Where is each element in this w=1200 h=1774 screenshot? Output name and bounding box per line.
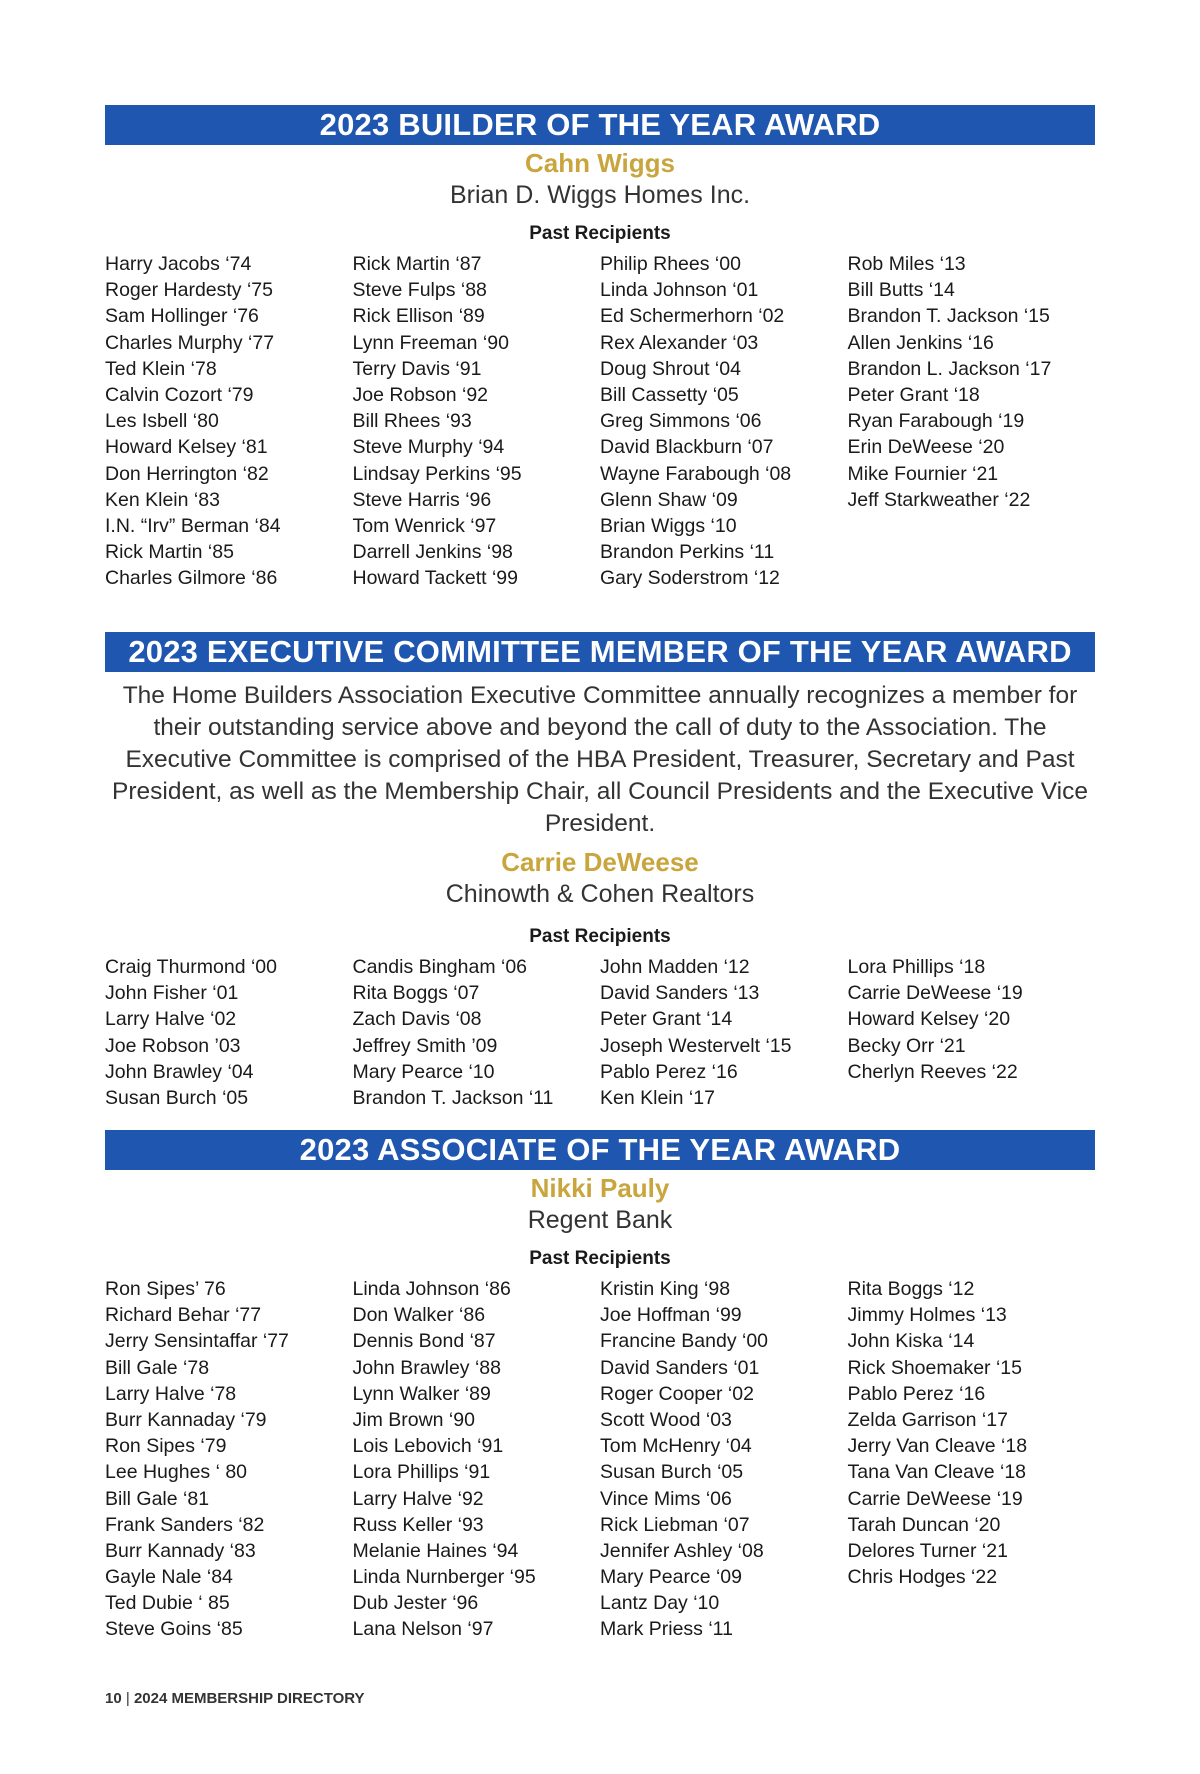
recipient-column [848,1276,1096,1643]
recipient-entry: Jennifer Ashley ‘08 [600,1539,764,1562]
recipient-entry: Peter Grant ‘14 [600,1008,733,1031]
recipient-entry: Dennis Bond ‘87 [352,1330,496,1353]
recipient-entry: Howard Kelsey ‘20 [847,1008,1011,1031]
recipient-entry: Lora Phillips ‘18 [847,956,986,978]
recipient-entry: Bill Cassetty ‘05 [600,383,739,406]
recipient-entry: Ron Sipes’ 76 [105,1278,226,1300]
recipient-entry: John Madden ‘12 [600,956,750,978]
recipient-entry: I.N. “Irv” Berman ‘84 [105,514,281,537]
recipient-entry: Frank Sanders ‘82 [105,1513,265,1536]
recipient-entry: Zelda Garrison ‘17 [847,1408,1008,1431]
recipient-entry: Ken Klein ‘17 [600,1086,715,1109]
recipient-entry: Jim Brown ‘90 [352,1408,475,1431]
executive-award-description: The Home Builders Association Executive Committee annually recognizes a member for their outstanding service above and beyond the call of duty to the Association. The Executive Committee is comprised of the HBA President, Treasurer, Secretary and Past President, as well as the Membership Chair, all Council Presidents and the Executive Vice President. [112,682,1088,837]
recipient-entry: Pablo Perez ‘16 [600,1060,738,1083]
recipient-entry: Tom McHenry ‘04 [600,1435,752,1458]
recipient-entry: Rick Martin ‘85 [105,541,234,564]
recipient-column [353,954,601,1111]
recipient-entry: Mark Priess ‘11 [600,1618,733,1641]
recipient-entry: Scott Wood ‘03 [600,1408,732,1431]
recipient-entry: Russ Keller ‘93 [352,1513,484,1536]
recipient-entry: Joe Robson ’03 [105,1034,241,1057]
recipient-entry: Bill Gale ‘81 [105,1487,210,1510]
recipient-entry: Howard Tackett ‘99 [352,567,518,590]
recipient-entry: Allen Jenkins ‘16 [847,331,994,354]
recipient-entry: Lynn Walker ‘89 [352,1382,491,1405]
recipient-entry: Steve Harris ‘96 [352,488,492,511]
recipient-entry: Jeff Starkweather ‘22 [847,488,1031,511]
recipient-column [353,251,601,591]
recipient-entry: Doug Shrout ‘04 [600,357,741,380]
recipient-entry: Bill Butts ‘14 [847,279,955,302]
recipient-entry: Linda Johnson ‘01 [600,279,759,302]
recipient-entry: Don Walker ‘86 [352,1304,486,1327]
recipient-entry: Howard Kelsey ‘81 [105,436,268,459]
executive-past-recipients-list [105,954,1095,1111]
recipient-entry: Brandon T. Jackson ‘15 [847,305,1050,328]
recipient-entry: Richard Behar ‘77 [105,1304,262,1327]
recipient-entry: Philip Rhees ‘00 [600,253,741,275]
page-footer [105,1690,365,1707]
recipient-entry: Peter Grant ‘18 [847,383,980,406]
recipient-entry: Darrell Jenkins ‘98 [352,541,513,564]
recipient-entry: Rob Miles ‘13 [847,253,966,275]
recipient-entry: Kristin King ‘98 [600,1278,731,1300]
recipient-column [105,1276,353,1643]
recipient-entry: Ken Klein ‘83 [105,488,220,511]
recipient-entry: Burr Kannady ‘83 [105,1539,256,1562]
recipient-entry: Larry Halve ‘78 [105,1382,237,1405]
executive-award-section [105,632,1095,1111]
builder-award-banner: 2023 BUILDER OF THE YEAR AWARD [105,105,1095,145]
recipient-entry: Candis Bingham ‘06 [352,956,528,978]
recipient-entry: Melanie Haines ‘94 [352,1539,519,1562]
recipient-entry: Ed Schermerhorn ‘02 [600,305,785,328]
recipient-entry: Brian Wiggs ‘10 [600,514,737,537]
recipient-entry: Don Herrington ‘82 [105,462,269,485]
associate-past-recipients-label: Past Recipients [529,1248,671,1269]
recipient-entry: David Sanders ‘01 [600,1356,760,1379]
recipient-entry: Rick Shoemaker ‘15 [847,1356,1022,1379]
recipient-entry: Rex Alexander ‘03 [600,331,759,354]
builder-award-section [105,105,1095,591]
recipient-entry: Steve Murphy ‘94 [352,436,505,459]
recipient-column [848,251,1096,591]
recipient-entry: Carrie DeWeese ‘19 [847,982,1023,1005]
recipient-entry: Brandon Perkins ‘11 [600,541,775,564]
recipient-entry: Lynn Freeman ‘90 [352,331,509,354]
recipient-entry: Jerry Sensintaffar ‘77 [105,1330,289,1353]
recipient-entry: Tom Wenrick ‘97 [352,514,497,537]
recipient-entry: Gary Soderstrom ‘12 [600,567,780,590]
recipient-entry: Bill Rhees ‘93 [352,410,472,433]
recipient-entry: Pablo Perez ‘16 [847,1382,986,1405]
recipient-entry: Jeffrey Smith ’09 [352,1034,498,1057]
recipient-entry: John Fisher ‘01 [105,982,239,1005]
recipient-entry: Steve Fulps ‘88 [352,279,487,302]
recipient-entry: Les Isbell ‘80 [105,410,219,433]
builder-winner-name: Cahn Wiggs [525,148,675,178]
recipient-entry: Rick Martin ‘87 [352,253,482,275]
recipient-entry: Lois Lebovich ‘91 [352,1435,504,1458]
associate-award-banner: 2023 ASSOCIATE OF THE YEAR AWARD [105,1130,1095,1170]
recipient-entry: Ted Dubie ‘ 85 [105,1592,230,1615]
recipient-entry: Calvin Cozort ‘79 [105,383,254,406]
footer-separator: | [125,1690,130,1707]
builder-winner-company: Brian D. Wiggs Homes Inc. [449,181,751,209]
recipient-entry: Craig Thurmond ‘00 [105,956,277,978]
executive-winner-company: Chinowth & Cohen Realtors [445,880,755,908]
executive-award-banner: 2023 EXECUTIVE COMMITTEE MEMBER OF THE YEAR AWARD [105,632,1095,672]
page-number: 10 [105,1690,122,1707]
recipient-column [353,1276,601,1643]
recipient-entry: Lantz Day ‘10 [600,1592,720,1615]
recipient-entry: John Brawley ‘04 [105,1060,254,1083]
recipient-entry: Charles Murphy ‘77 [105,331,275,354]
recipient-entry: Rita Boggs ‘07 [352,982,480,1005]
recipient-entry: Mary Pearce ‘09 [600,1566,742,1589]
recipient-entry: Erin DeWeese ‘20 [847,436,1005,459]
recipient-column [105,251,353,591]
recipient-entry: Rick Ellison ‘89 [352,305,485,328]
recipient-entry: Joe Robson ‘92 [352,383,489,406]
builder-past-recipients-list [105,251,1095,591]
recipient-entry: Cherlyn Reeves ‘22 [847,1060,1018,1083]
recipient-entry: Rick Liebman ‘07 [600,1513,750,1536]
recipient-entry: Ron Sipes ‘79 [105,1435,227,1458]
recipient-entry: Harry Jacobs ‘74 [105,253,252,275]
recipient-entry: Joseph Westervelt ‘15 [600,1034,792,1057]
recipient-entry: Ted Klein ‘78 [105,357,217,380]
recipient-entry: Gayle Nale ‘84 [105,1566,233,1589]
recipient-entry: Ryan Farabough ‘19 [847,410,1025,433]
recipient-column [105,954,353,1111]
recipient-entry: Susan Burch ‘05 [105,1086,249,1109]
recipient-entry: Brandon L. Jackson ‘17 [847,357,1052,380]
recipient-entry: John Brawley ‘88 [352,1356,501,1379]
recipient-entry: Roger Hardesty ‘75 [105,279,273,302]
recipient-entry: Carrie DeWeese ‘19 [847,1487,1023,1510]
recipient-entry: Mike Fournier ‘21 [847,462,999,485]
recipient-entry: Francine Bandy ‘00 [600,1330,769,1353]
recipient-entry: David Sanders ‘13 [600,982,760,1005]
recipient-entry: Linda Johnson ‘86 [352,1278,511,1300]
recipient-entry: Dub Jester ‘96 [352,1592,479,1615]
recipient-entry: Wayne Farabough ‘08 [600,462,792,485]
recipient-entry: Steve Goins ‘85 [105,1618,243,1641]
recipient-entry: Mary Pearce ‘10 [352,1060,495,1083]
recipient-entry: Bill Gale ‘78 [105,1356,210,1379]
recipient-entry: Lee Hughes ‘ 80 [105,1461,248,1484]
recipient-entry: Larry Halve ‘92 [352,1487,484,1510]
recipient-entry: Tarah Duncan ‘20 [847,1513,1001,1536]
recipient-entry: Roger Cooper ‘02 [600,1382,754,1405]
recipient-entry: Larry Halve ‘02 [105,1008,237,1031]
executive-winner-name: Carrie DeWeese [501,847,699,877]
associate-winner-company: Regent Bank [527,1206,673,1234]
recipient-column [600,1276,848,1643]
recipient-entry: Charles Gilmore ‘86 [105,567,278,590]
builder-past-recipients-label: Past Recipients [529,223,671,244]
recipient-column [600,954,848,1111]
associate-past-recipients-list [105,1276,1095,1643]
recipient-entry: Jimmy Holmes ‘13 [847,1304,1007,1327]
recipient-entry: Becky Orr ‘21 [847,1034,966,1057]
recipient-entry: Jerry Van Cleave ‘18 [847,1435,1028,1458]
recipient-entry: David Blackburn ‘07 [600,436,774,459]
recipient-entry: Lora Phillips ‘91 [352,1461,491,1484]
recipient-entry: John Kiska ‘14 [847,1330,975,1353]
recipient-entry: Linda Nurnberger ‘95 [352,1566,536,1589]
recipient-entry: Greg Simmons ‘06 [600,410,762,433]
associate-winner-name: Nikki Pauly [530,1173,670,1203]
recipient-entry: Lindsay Perkins ‘95 [352,462,522,485]
recipient-entry: Brandon T. Jackson ‘11 [352,1086,554,1109]
recipient-entry: Joe Hoffman ‘99 [600,1304,742,1327]
recipient-column [848,954,1096,1111]
associate-award-section [105,1130,1095,1643]
recipient-entry: Chris Hodges ‘22 [847,1566,998,1589]
recipient-entry: Terry Davis ‘91 [352,357,482,380]
recipient-entry: Susan Burch ‘05 [600,1461,744,1484]
recipient-entry: Rita Boggs ‘12 [847,1278,975,1300]
recipient-entry: Glenn Shaw ‘09 [600,488,738,511]
recipient-entry: Lana Nelson ‘97 [352,1618,494,1641]
recipient-column [600,251,848,591]
recipient-entry: Sam Hollinger ‘76 [105,305,259,328]
recipient-entry: Tana Van Cleave ‘18 [847,1461,1027,1484]
recipient-entry: Zach Davis ‘08 [352,1008,482,1031]
footer-title: 2024 MEMBERSHIP DIRECTORY [133,1690,365,1707]
recipient-entry: Burr Kannaday ‘79 [105,1408,267,1431]
recipient-entry: Delores Turner ‘21 [847,1539,1008,1562]
executive-past-recipients-label: Past Recipients [529,926,671,947]
recipient-entry: Vince Mims ‘06 [600,1487,732,1510]
